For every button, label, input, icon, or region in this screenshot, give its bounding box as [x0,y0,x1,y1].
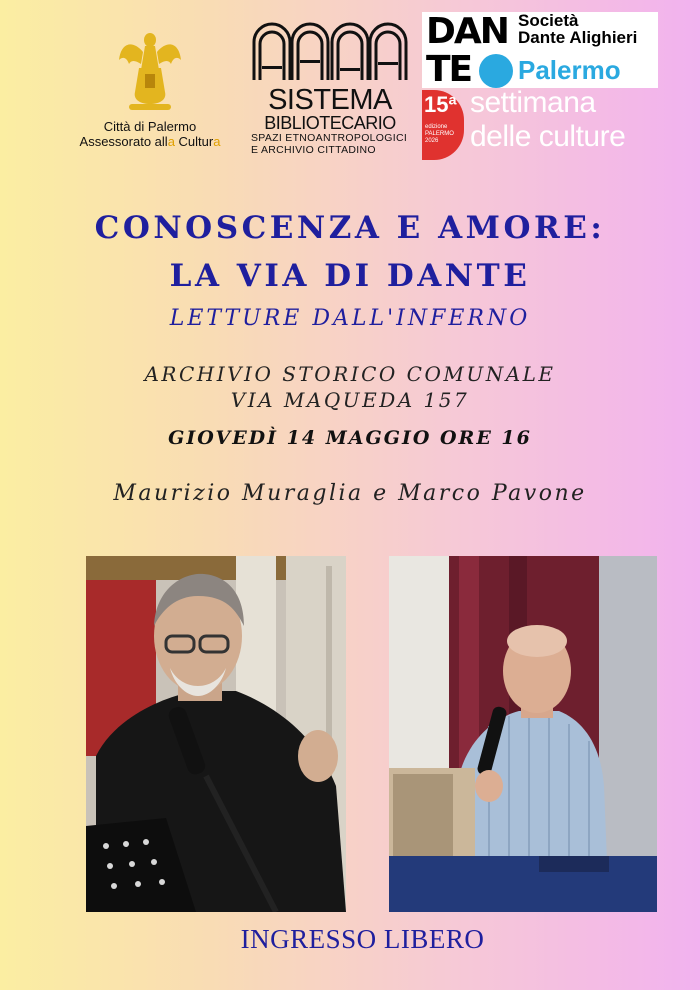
speaker-photo-pavone [389,556,657,912]
sistema-bibliotecario-logo [245,20,415,156]
delle-culture-label: delle culture [470,120,626,153]
event-speakers: Maurizio Muraglia e Marco Pavone [113,481,587,506]
dante-alighieri-logo [422,12,658,88]
palermo-city-label: Città di Palermo [103,119,197,134]
speaker-photo-muraglia [86,556,346,912]
te-letters: TE [426,49,472,90]
assessorato-label: Assessorato alla Cultura [79,134,221,149]
societa-label: Società Dante Alighieri [518,11,638,47]
edition-details: edizione PALERMO 2026 [425,124,454,144]
arches-icon [250,20,410,82]
spazi-label: SPAZI ETNOANTROPOLOGICI [251,132,408,144]
event-datetime: GIOVEDÌ 14 MAGGIO ORE 16 [168,427,532,449]
event-subtitle: LETTURE DALL'INFERNO [169,306,531,331]
settimana-delle-culture-logo [470,86,670,154]
citta-di-palermo-logo [60,30,240,149]
edition-badge [422,90,464,160]
sistema-label: SISTEMA [268,84,392,116]
venue-name: ARCHIVIO STORICO COMUNALE [144,362,556,386]
blue-circle-icon [479,54,513,88]
archivio-label: E ARCHIVIO CITTADINO [251,144,376,156]
event-title-line2: LA VIA DI DANTE [169,258,531,294]
free-entry-label: INGRESSO LIBERO [240,924,485,954]
settimana-label: settimana [470,86,596,119]
eagle-crest-icon [115,30,185,115]
bibliotecario-label: BIBLIOTECARIO [264,113,396,133]
palermo-blue-label: Palermo [518,55,621,85]
venue-address: VIA MAQUEDA 157 [230,388,470,412]
edition-number: 15ª [424,92,457,117]
event-title-line1: CONOSCENZA E AMORE: [94,210,606,246]
dan-letters: DAN [426,11,508,52]
